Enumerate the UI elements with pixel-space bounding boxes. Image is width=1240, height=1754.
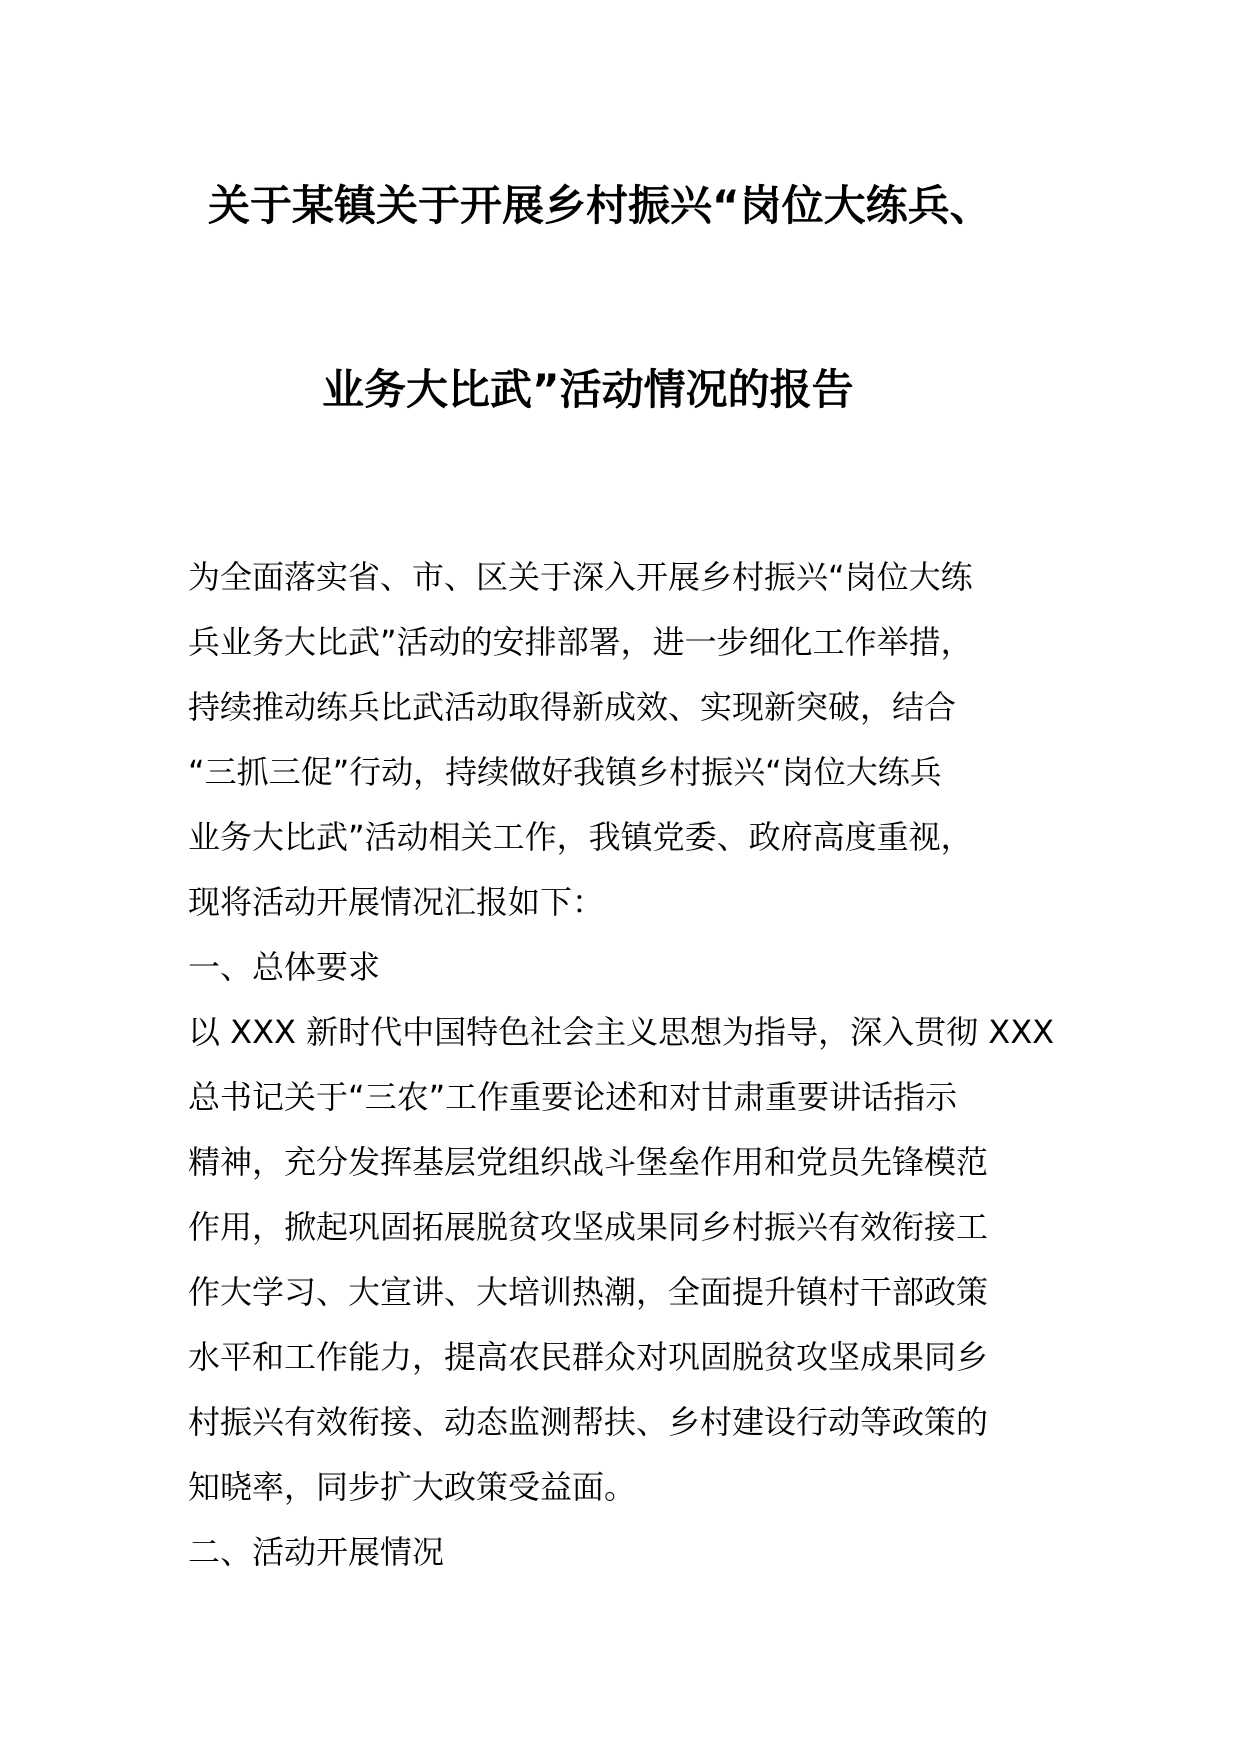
body-line: 村振兴有效衔接、动态监测帮扶、乡村建设行动等政策的 xyxy=(188,1403,989,1441)
body-line: 现将活动开展情况汇报如下： xyxy=(188,883,605,921)
document-body xyxy=(188,545,1058,1585)
document-title-line-2: 业务大比武”活动情况的报告 xyxy=(322,365,854,414)
body-line: 作大学习、大宣讲、大培训热潮，全面提升镇村干部政策 xyxy=(188,1273,989,1311)
body-line: “三抓三促”行动，持续做好我镇乡村振兴“岗位大练兵 xyxy=(188,753,942,791)
document-title-line-1: 关于某镇关于开展乡村振兴“岗位大练兵、 xyxy=(208,181,992,230)
body-line: 持续推动练兵比武活动取得新成效、实现新突破，结合 xyxy=(188,688,957,726)
section-heading-2: 二、活动开展情况 xyxy=(188,1533,445,1571)
section-heading-1: 一、总体要求 xyxy=(188,948,381,986)
body-line: 精神，充分发挥基层党组织战斗堡垒作用和党员先锋模范 xyxy=(188,1143,989,1181)
body-line: 以 XXX 新时代中国特色社会主义思想为指导，深入贯彻 XXX xyxy=(188,1013,1055,1051)
body-line: 水平和工作能力，提高农民群众对巩固脱贫攻坚成果同乡 xyxy=(188,1338,989,1376)
body-line: 总书记关于“三农”工作重要论述和对甘肃重要讲话指示 xyxy=(188,1078,958,1116)
body-line: 兵业务大比武”活动的安排部署，进一步细化工作举措， xyxy=(188,623,973,661)
body-line: 为全面落实省、市、区关于深入开展乡村振兴“岗位大练 xyxy=(188,558,973,596)
body-line: 业务大比武”活动相关工作，我镇党委、政府高度重视， xyxy=(188,818,973,856)
body-line: 作用，掀起巩固拓展脱贫攻坚成果同乡村振兴有效衔接工 xyxy=(188,1208,989,1246)
body-line: 知晓率，同步扩大政策受益面。 xyxy=(188,1468,637,1506)
